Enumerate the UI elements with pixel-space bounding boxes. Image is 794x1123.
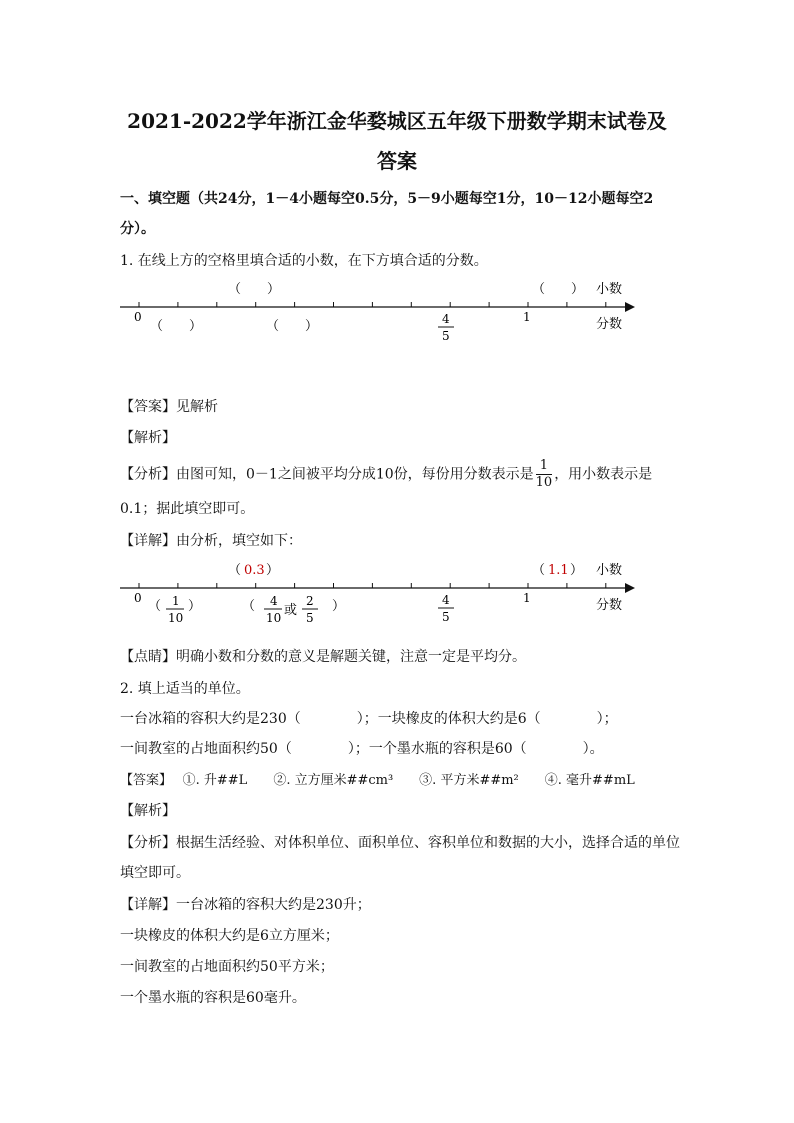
doc-title-line1: 2021-2022学年浙江金华婺城区五年级下册数学期末试卷及 [127,109,667,133]
section1-heading: 一、填空题（共24分，1－4小题每空0.5分，5－9小题每空1分，10－12小题每空2 [120,191,654,207]
q1-fenxi [120,458,652,491]
blank-bottom-1: （ ） [150,319,203,334]
blank-top-2: （ ） [532,282,585,297]
q2-detail-4: 一个墨水瓶的容积是60毫升。 [120,990,306,1006]
label-one: 1 [523,310,531,324]
number-line-1 [120,280,640,350]
answer-b1-den: 10 [168,611,184,625]
q1-point: 【点睛】明确小数和分数的意义是解题关键，注意一定是平均分。 [120,649,526,665]
answer-b2-rp: ） [332,599,346,614]
q2-detail-2: 一块橡皮的体积大约是6立方厘米； [120,928,339,944]
frac-num: 4 [442,312,450,326]
answer-b1-lp: （ [148,599,162,614]
answer-top2-rp: ） [570,563,584,578]
q2-line1: 一台冰箱的容积大约是230（ ）；一块橡皮的体积大约是6（ ）； [120,711,618,727]
q2-detail-3: 一间教室的占地面积约50平方米； [120,959,334,975]
answer-top-rp: ） [266,563,280,578]
answer-b2-lp: （ [242,599,256,614]
label-zero: 0 [134,591,142,605]
answer-b2b-num: 2 [306,594,314,608]
answer-b2a-num: 4 [270,594,278,608]
label-decimal: 小数 [596,282,623,297]
q1-detail: 【详解】由分析，填空如下： [120,533,302,549]
doc-title-line2: 答案 [377,149,417,173]
frac-num: 1 [536,458,553,475]
fraction-one-tenth [536,458,553,491]
q2-answer: 【答案】 ①. 升##L ②. 立方厘米##cm³ ③. 平方米##m² ④. 毫升##mL [120,773,635,788]
q2-analysis: 【解析】 [120,803,176,819]
blank-top-1: （ ） [228,282,281,297]
axis-arrow [625,583,635,593]
answer-top-lp: （ [228,563,242,578]
tick-marks [139,302,606,307]
blank-bottom-2: （ ） [266,319,319,334]
answer-b2b-den: 5 [306,611,314,625]
answer-b1-rp: ） [188,599,202,614]
q1-text: 1. 在线上方的空格里填合适的小数，在下方填合适的分数。 [120,253,488,269]
frac-den: 5 [442,610,450,624]
label-zero: 0 [134,310,142,324]
q1-answer: 【答案】见解析 [120,399,218,415]
label-fraction: 分数 [596,598,623,613]
answer-top-value: 0.3 [244,563,265,578]
q1-analysis: 【解析】 [120,430,176,446]
answer-top2-lp: （ [532,563,546,578]
q2-text: 2. 填上适当的单位。 [120,681,250,697]
q2-detail-1: 【详解】一台冰箱的容积大约是230升； [120,897,371,913]
answer-b2a-den: 10 [266,611,282,625]
q1-fenxi-a: 【分析】由图可知，0－1之间被平均分成10份，每份用分数表示是 [120,466,534,483]
tick-marks [139,583,606,588]
frac-num: 4 [442,593,450,607]
q1-fenxi-cont: 0.1；据此填空即可。 [120,501,255,517]
number-line-2 [120,560,640,630]
q2-fenxi-cont: 填空即可。 [120,865,190,881]
label-one: 1 [523,591,531,605]
answer-or: 或 [284,603,298,618]
section1-heading-cont: 分）。 [120,221,155,237]
frac-den: 5 [442,329,450,343]
q2-line2: 一间教室的占地面积约50（ ）；一个墨水瓶的容积是60（ ）。 [120,741,604,757]
answer-top2-value: 1.1 [548,563,569,578]
q1-fenxi-b: ，用小数表示是 [554,466,653,483]
q2-fenxi: 【分析】根据生活经验、对体积单位、面积单位、容积单位和数据的大小，选择合适的单位 [120,835,680,851]
label-fraction: 分数 [596,317,623,332]
frac-den: 10 [535,475,553,490]
label-decimal: 小数 [596,563,623,578]
answer-b1-num: 1 [172,594,180,608]
axis-arrow [625,302,635,312]
